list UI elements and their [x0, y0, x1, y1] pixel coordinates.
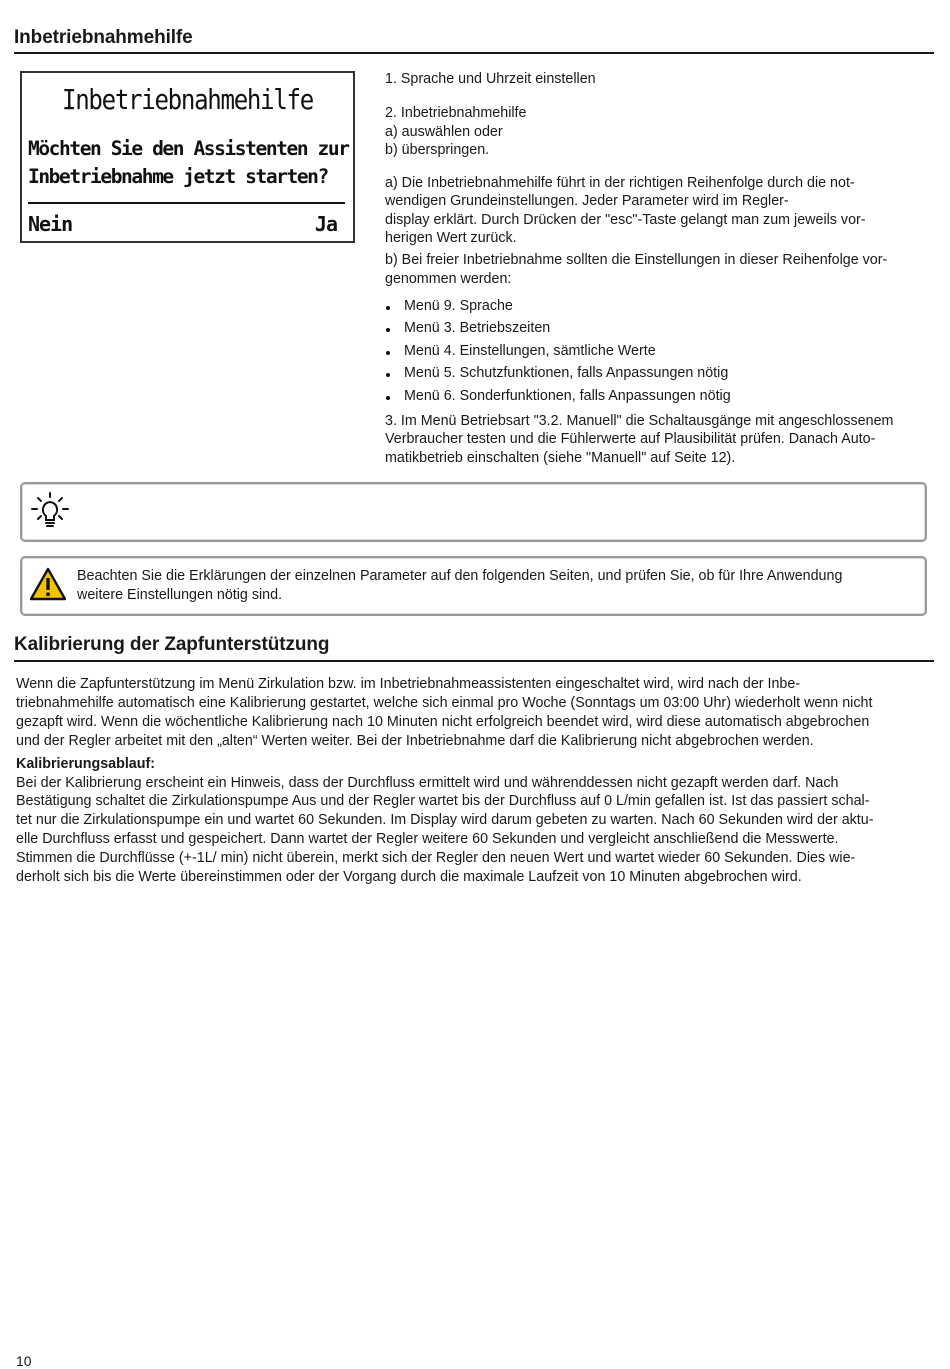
step-3-line: 3. Im Menü Betriebsart "3.2. Manuell" die Schaltausgänge mit angeschlossenem — [385, 412, 894, 429]
warning-icon — [29, 567, 67, 601]
list-item-text: Menü 5. Schutzfunktionen, falls Anpassungen nötig — [404, 365, 729, 382]
step-2-option-a: a) auswählen oder — [385, 123, 503, 140]
section-title-kalibrierung: Kalibrierung der Zapfunterstützung — [14, 634, 330, 655]
display-option-no: Nein — [28, 212, 73, 236]
subheading-kalibrierungsablauf: Kalibrierungsablauf: — [16, 755, 156, 772]
page-number: 10 — [16, 1353, 32, 1369]
menu-order-list — [385, 295, 930, 407]
bullet-icon — [386, 396, 390, 400]
body-line: Bestätigung schaltet die Zirkulationspumpe Aus und der Regler wartet bis der Durchfluss auf 0 L/min gefallen ist. Ist das passiert schal- — [16, 793, 870, 810]
controller-display — [20, 71, 355, 243]
section-rule — [14, 660, 934, 662]
display-title: Inbetriebnahmehilfe — [62, 83, 313, 116]
body-line: Bei der Kalibrierung erscheint ein Hinweis, dass der Durchfluss ermittelt wird und währenddessen nicht gezapft werden darf. Nach — [16, 774, 839, 791]
para-b-line: b) Bei freier Inbetriebnahme sollten die Einstellungen in dieser Reihenfolge vor- — [385, 252, 888, 269]
para-a-line: display erklärt. Durch Drücken der "esc"-Taste gelangt man zum jeweils vor- — [385, 211, 866, 228]
body-line: gezapft wird. Wenn die wöchentliche Kalibrierung nach 10 Minuten nicht erfolgreich beendet wird, wird diese automatisch abgebrochen — [16, 713, 870, 730]
instructions-column — [385, 70, 930, 467]
bullet-icon — [386, 373, 390, 377]
body-line: und der Regler arbeitet mit den „alten“ Werten weiter. Bei der Inbetriebnahme darf die Kalibrierung nicht abgebrochen werden. — [16, 732, 814, 749]
display-question-line2: Inbetriebnahme jetzt starten? — [28, 165, 328, 188]
bullet-icon — [386, 351, 390, 355]
warning-text-line: weitere Einstellungen nötig sind. — [77, 586, 283, 603]
list-item — [385, 385, 930, 407]
hint-box — [20, 482, 927, 542]
calibration-description — [16, 675, 936, 887]
para-a-line: a) Die Inbetriebnahmehilfe führt in der richtigen Reihenfolge durch die not- — [385, 175, 855, 192]
bullet-icon — [386, 328, 390, 332]
body-line: triebnahmehilfe automatisch eine Kalibrierung gestartet, welche sich einmal pro Woche (Sonntags um 03:00 Uhr) wiederholt wenn nicht — [16, 694, 873, 711]
body-line: Wenn die Zapfunterstützung im Menü Zirkulation bzw. im Inbetriebnahmeassistenten eingeschaltet wird, wird nach der Inbe- — [16, 676, 801, 692]
list-item — [385, 362, 930, 384]
step-2-title: 2. Inbetriebnahmehilfe — [385, 105, 527, 122]
para-a-line: herigen Wert zurück. — [385, 230, 517, 247]
list-item — [385, 317, 930, 339]
step-3-line: matikbetrieb einschalten (siehe "Manuell" auf Seite 12). — [385, 449, 736, 466]
body-line: tet nur die Zirkulationspumpe ein und wartet 60 Sekunden. Im Display wird darum gebeten zu warten. Nach 60 Sekunden wird der aktu- — [16, 812, 874, 829]
warning-box — [20, 556, 927, 616]
step-2-option-b: b) überspringen. — [385, 141, 490, 158]
warning-text-line: Beachten Sie die Erklärungen der einzelnen Parameter auf den folgenden Seiten, und prüfen Sie, ob für Ihre Anwendung — [77, 568, 843, 584]
list-item — [385, 340, 930, 362]
display-option-yes: Ja — [314, 212, 337, 236]
section-title-inbetriebnahmehilfe: Inbetriebnahmehilfe — [14, 27, 193, 48]
body-line: elle Durchfluss erfasst und gespeichert. Dann wartet der Regler weitere 60 Sekunden und vergleicht anschließend die Messwerte. — [16, 831, 839, 848]
section-rule — [14, 52, 934, 54]
list-item-text: Menü 9. Sprache — [404, 297, 513, 314]
bullet-icon — [386, 306, 390, 310]
display-question-line1: Möchten Sie den Assistenten zur — [28, 137, 349, 160]
display-question — [28, 135, 349, 191]
list-item — [385, 295, 930, 317]
body-line: Stimmen die Durchflüsse (+-1L/ min) nicht überein, merkt sich der Regler den neuen Wert und wartet wieder 60 Sekunden. Dies wie- — [16, 850, 856, 867]
para-a-line: wendigen Grundeinstellungen. Jeder Parameter wird im Regler- — [385, 193, 789, 210]
display-divider — [28, 202, 345, 204]
body-line: derholt sich bis die Werte übereinstimmen oder der Vorgang durch die maximale Laufzeit von 10 Minuten abgebrochen wird. — [16, 869, 802, 886]
list-item-text: Menü 3. Betriebszeiten — [404, 320, 551, 337]
para-b-line: genommen werden: — [385, 270, 512, 287]
warning-text — [77, 567, 905, 604]
list-item-text: Menü 4. Einstellungen, sämtliche Werte — [404, 342, 656, 359]
lightbulb-icon — [30, 492, 74, 532]
step-3-line: Verbraucher testen und die Fühlerwerte auf Plausibilität prüfen. Danach Auto- — [385, 431, 876, 448]
list-item-text: Menü 6. Sonderfunktionen, falls Anpassungen nötig — [404, 387, 731, 404]
step-1: 1. Sprache und Uhrzeit einstellen — [385, 71, 596, 87]
